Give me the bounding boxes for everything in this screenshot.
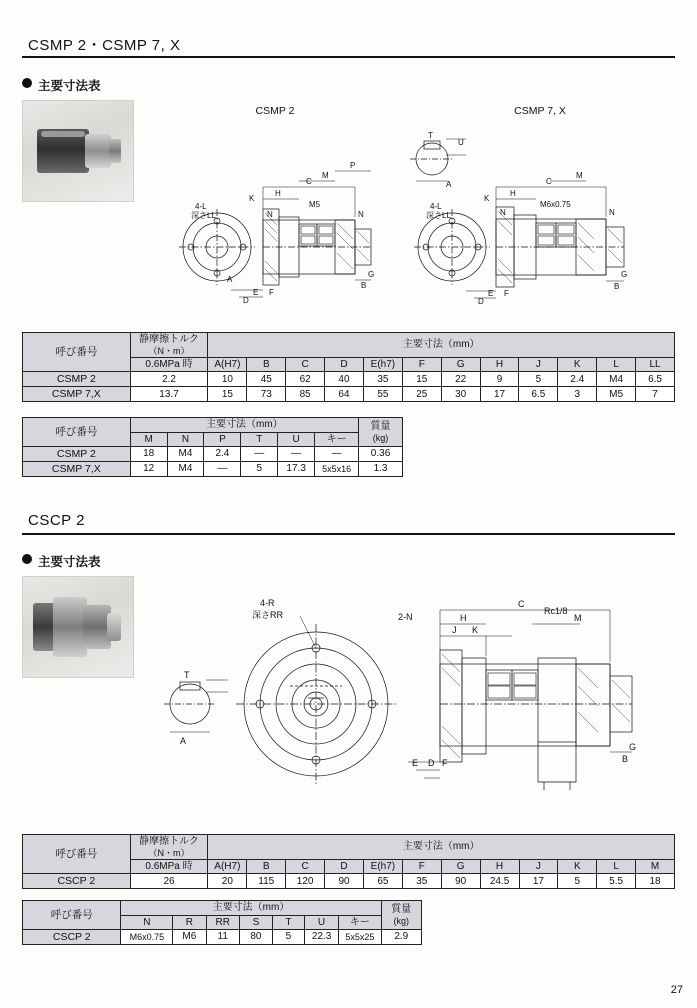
cell-ll: 7 xyxy=(636,387,675,402)
th-col-j: J xyxy=(519,859,558,874)
svg-text:C: C xyxy=(306,177,312,186)
bullet-icon xyxy=(22,78,32,88)
th-col-key: キー xyxy=(315,432,359,447)
svg-text:E: E xyxy=(412,758,419,768)
th-torque-text: 静摩擦トルク xyxy=(139,334,199,345)
cell-n: M4 xyxy=(167,447,204,462)
cell-e: 35 xyxy=(363,372,402,387)
th-col-ll: LL xyxy=(636,357,675,372)
cell-k: 5 xyxy=(558,874,597,889)
cell-b: 115 xyxy=(247,874,286,889)
svg-text:T: T xyxy=(428,131,433,140)
cell-a: 10 xyxy=(208,372,247,387)
cell-s: 80 xyxy=(239,930,272,945)
cell-g: 22 xyxy=(441,372,480,387)
cell-u: 22.3 xyxy=(304,930,338,945)
svg-text:G: G xyxy=(621,270,628,279)
cell-c: 120 xyxy=(286,874,325,889)
svg-text:D: D xyxy=(478,297,484,306)
cell-f: 15 xyxy=(402,372,441,387)
spec-table-csmp-1 xyxy=(22,332,675,402)
cell-t: 5 xyxy=(272,930,304,945)
th-col-u: U xyxy=(278,432,315,447)
cell-f: 25 xyxy=(402,387,441,402)
cell-l: M5 xyxy=(597,387,636,402)
subhead-cscp: 主要寸法表 xyxy=(38,555,101,569)
svg-text:N: N xyxy=(500,208,506,217)
cell-p: — xyxy=(204,462,241,477)
spec-table-csmp-2 xyxy=(22,417,403,477)
svg-text:M: M xyxy=(322,171,329,180)
th-dims: 主要寸法（mm） xyxy=(208,835,675,860)
th-mass-text: 質量 xyxy=(370,421,391,433)
th-col-e: E(h7) xyxy=(363,859,402,874)
section-title-csmp: CSMP 2・CSMP 7, X xyxy=(28,37,181,54)
svg-text:A: A xyxy=(446,180,452,189)
cell-mass: 1.3 xyxy=(359,462,403,477)
cell-key: — xyxy=(315,447,359,462)
svg-text:A: A xyxy=(180,736,187,746)
cell-t: 5 xyxy=(241,462,278,477)
th-col-e: E(h7) xyxy=(363,357,402,372)
svg-text:M5: M5 xyxy=(309,200,321,209)
table-row xyxy=(23,930,422,945)
th-col-n: N xyxy=(121,915,173,930)
cell-mass: 2.9 xyxy=(381,930,421,945)
svg-text:A: A xyxy=(227,275,233,284)
th-mass-unit: (kg) xyxy=(372,432,389,443)
cell-name: CSMP 7,X xyxy=(23,462,131,477)
th-col-l: L xyxy=(597,859,636,874)
svg-text:B: B xyxy=(614,282,620,291)
svg-text:N: N xyxy=(358,210,364,219)
cell-h: 24.5 xyxy=(480,874,519,889)
th-col-m: M xyxy=(130,432,167,447)
page-number: 27 xyxy=(670,984,683,996)
svg-text:H: H xyxy=(510,189,516,198)
th-col-j: J xyxy=(519,357,558,372)
th-dims: 主要寸法（mm） xyxy=(130,418,358,433)
th-dims: 主要寸法（mm） xyxy=(121,901,381,916)
drawing-caption-csmp2: CSMP 2 xyxy=(255,105,295,117)
th-col-g: G xyxy=(441,357,480,372)
th-name: 呼び番号 xyxy=(23,901,121,930)
svg-text:F: F xyxy=(442,758,448,768)
svg-text:E: E xyxy=(253,288,259,297)
technical-drawing-cscp2 xyxy=(140,576,660,806)
svg-text:K: K xyxy=(472,625,479,635)
svg-text:B: B xyxy=(361,281,367,290)
product-photo-cscp xyxy=(22,576,134,678)
cell-b: 45 xyxy=(247,372,286,387)
cell-u: — xyxy=(278,447,315,462)
subhead-csmp: 主要寸法表 xyxy=(38,79,101,93)
svg-text:E: E xyxy=(488,289,494,298)
cell-h: 17 xyxy=(480,387,519,402)
cell-d: 90 xyxy=(325,874,364,889)
svg-text:4-L: 4-L xyxy=(430,202,442,211)
cell-u: 17.3 xyxy=(278,462,315,477)
th-name: 呼び番号 xyxy=(23,333,131,372)
cell-name: CSCP 2 xyxy=(23,930,121,945)
th-col-f: F xyxy=(402,859,441,874)
th-col-m: M xyxy=(636,859,675,874)
th-torque-text: 静摩擦トルク xyxy=(139,836,199,847)
cell-ll: 6.5 xyxy=(636,372,675,387)
svg-text:C: C xyxy=(518,599,525,609)
section-rule-top xyxy=(22,56,675,58)
svg-text:M: M xyxy=(574,613,582,623)
cell-h: 9 xyxy=(480,372,519,387)
th-col-key: キー xyxy=(339,915,381,930)
svg-text:G: G xyxy=(629,742,637,752)
section-title-cscp: CSCP 2 xyxy=(28,512,85,529)
cell-torque: 2.2 xyxy=(130,372,208,387)
spec-table-cscp-2 xyxy=(22,900,422,945)
svg-text:F: F xyxy=(269,288,274,297)
th-torque xyxy=(130,333,208,358)
svg-text:K: K xyxy=(484,194,490,203)
svg-text:Rc1/8: Rc1/8 xyxy=(544,606,568,616)
cell-m: 18 xyxy=(636,874,675,889)
th-col-n: N xyxy=(167,432,204,447)
cell-a: 20 xyxy=(208,874,247,889)
cell-k: 3 xyxy=(558,387,597,402)
table-row xyxy=(23,387,675,402)
svg-text:B: B xyxy=(622,754,629,764)
cell-mass: 0.36 xyxy=(359,447,403,462)
svg-text:N: N xyxy=(609,208,615,217)
svg-text:D: D xyxy=(243,296,249,305)
cell-g: 30 xyxy=(441,387,480,402)
cell-name: CSMP 2 xyxy=(23,447,131,462)
cell-j: 6.5 xyxy=(519,387,558,402)
table-row xyxy=(23,372,675,387)
th-col-d: D xyxy=(325,859,364,874)
cell-e: 55 xyxy=(363,387,402,402)
th-name: 呼び番号 xyxy=(23,418,131,447)
table-row xyxy=(23,462,403,477)
cell-l: M4 xyxy=(597,372,636,387)
cell-l: 5.5 xyxy=(597,874,636,889)
th-col-h: H xyxy=(480,859,519,874)
th-col-u: U xyxy=(304,915,338,930)
svg-text:H: H xyxy=(275,189,281,198)
th-col-p: P xyxy=(204,432,241,447)
cell-key: 5x5x25 xyxy=(339,930,381,945)
spec-table-cscp-1 xyxy=(22,834,675,889)
cell-p: 2.4 xyxy=(204,447,241,462)
th-col-d: D xyxy=(325,357,364,372)
svg-text:F: F xyxy=(504,289,509,298)
th-name: 呼び番号 xyxy=(23,835,131,874)
th-mass xyxy=(359,418,403,447)
cell-n: M6x0.75 xyxy=(121,930,173,945)
th-col-f: F xyxy=(402,357,441,372)
cell-a: 15 xyxy=(208,387,247,402)
svg-text:深さLL: 深さLL xyxy=(191,211,216,220)
cell-r: M6 xyxy=(173,930,206,945)
th-col-g: G xyxy=(441,859,480,874)
drawing-caption-csmp7x: CSMP 7, X xyxy=(514,105,566,117)
svg-text:U: U xyxy=(458,138,464,147)
th-col-k: K xyxy=(558,859,597,874)
cell-k: 2.4 xyxy=(558,372,597,387)
svg-text:T: T xyxy=(184,670,190,680)
cell-m: 12 xyxy=(130,462,167,477)
product-photo-csmp xyxy=(22,100,134,202)
th-col-s: S xyxy=(239,915,272,930)
cell-name: CSCP 2 xyxy=(23,874,131,889)
th-col-l: L xyxy=(597,357,636,372)
cell-name: CSMP 2 xyxy=(23,372,131,387)
th-mass-unit: (kg) xyxy=(393,915,410,926)
th-mass xyxy=(381,901,421,930)
cell-torque: 26 xyxy=(130,874,208,889)
cell-t: — xyxy=(241,447,278,462)
svg-text:M: M xyxy=(576,171,583,180)
th-col-b: B xyxy=(247,357,286,372)
table-row xyxy=(23,874,675,889)
svg-text:4-R: 4-R xyxy=(260,598,275,608)
svg-text:深さLL: 深さLL xyxy=(426,211,451,220)
th-col-c: C xyxy=(286,859,325,874)
th-torque xyxy=(130,835,208,860)
table-row xyxy=(23,447,403,462)
technical-drawing-csmp7x xyxy=(400,125,640,310)
cell-d: 40 xyxy=(325,372,364,387)
svg-text:K: K xyxy=(249,194,255,203)
th-col-t: T xyxy=(241,432,278,447)
th-col-k: K xyxy=(558,357,597,372)
th-col-a: A(H7) xyxy=(208,357,247,372)
th-torque-sub: 0.6MPa 時 xyxy=(130,859,208,874)
th-col-c: C xyxy=(286,357,325,372)
th-dims: 主要寸法（mm） xyxy=(208,333,675,358)
technical-drawing-csmp2 xyxy=(175,125,385,310)
cell-b: 73 xyxy=(247,387,286,402)
th-col-r: R xyxy=(173,915,206,930)
cell-key: 5x5x16 xyxy=(315,462,359,477)
cell-j: 5 xyxy=(519,372,558,387)
cell-rr: 11 xyxy=(206,930,239,945)
svg-text:G: G xyxy=(368,270,375,279)
cell-e: 65 xyxy=(363,874,402,889)
th-col-rr: RR xyxy=(206,915,239,930)
th-torque-unit: （N・m） xyxy=(148,847,190,858)
svg-text:H: H xyxy=(460,613,467,623)
th-col-a: A(H7) xyxy=(208,859,247,874)
th-col-t: T xyxy=(272,915,304,930)
svg-text:N: N xyxy=(267,210,273,219)
th-mass-text: 質量 xyxy=(391,904,412,916)
bullet-icon-2 xyxy=(22,554,32,564)
svg-text:M6x0.75: M6x0.75 xyxy=(540,200,571,209)
svg-text:深さRR: 深さRR xyxy=(252,610,283,620)
cell-torque: 13.7 xyxy=(130,387,208,402)
cell-d: 64 xyxy=(325,387,364,402)
svg-text:4-L: 4-L xyxy=(195,202,207,211)
th-col-h: H xyxy=(480,357,519,372)
svg-text:P: P xyxy=(350,161,356,170)
svg-text:J: J xyxy=(452,625,457,635)
cell-name: CSMP 7,X xyxy=(23,387,131,402)
cell-j: 17 xyxy=(519,874,558,889)
th-torque-unit: （N・m） xyxy=(148,345,190,356)
th-col-b: B xyxy=(247,859,286,874)
cell-g: 90 xyxy=(441,874,480,889)
th-torque-sub: 0.6MPa 時 xyxy=(130,357,208,372)
section-rule-mid xyxy=(22,533,675,535)
cell-m: 18 xyxy=(130,447,167,462)
cell-c: 62 xyxy=(286,372,325,387)
svg-text:D: D xyxy=(428,758,435,768)
cell-c: 85 xyxy=(286,387,325,402)
cell-f: 35 xyxy=(402,874,441,889)
svg-text:2-N: 2-N xyxy=(398,612,413,622)
cell-n: M4 xyxy=(167,462,204,477)
svg-text:C: C xyxy=(546,177,552,186)
